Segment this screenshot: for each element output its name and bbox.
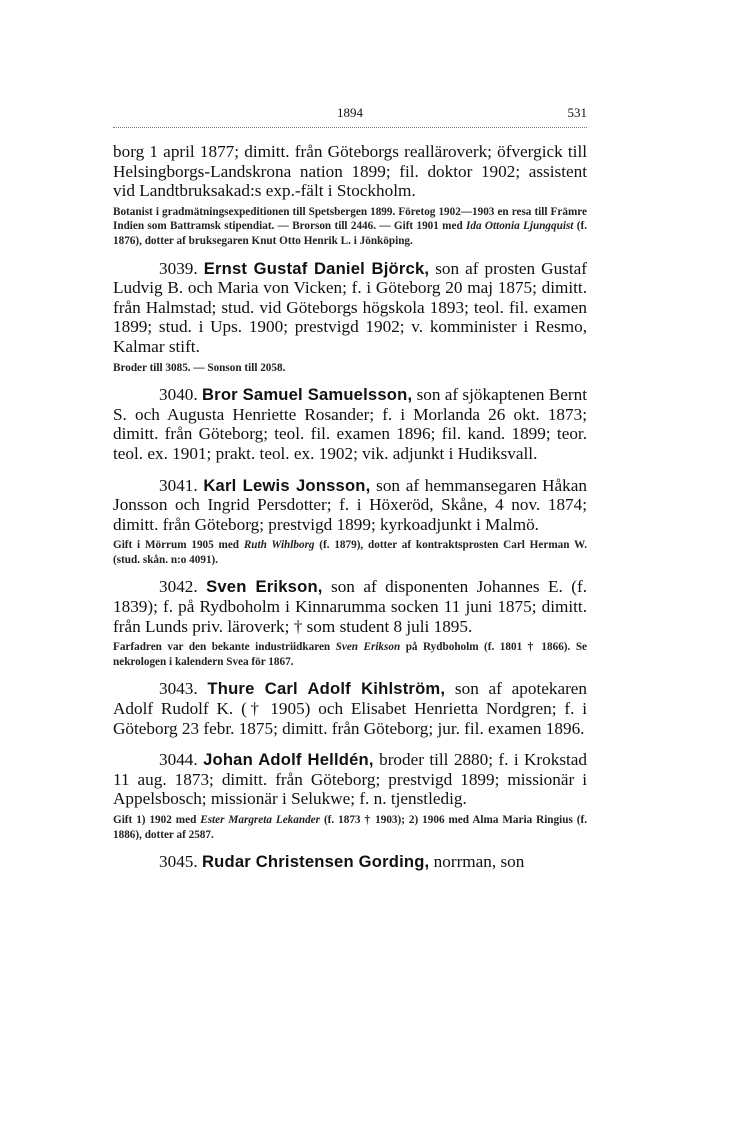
entry-paragraph xyxy=(113,476,587,535)
entry-3044 xyxy=(113,750,587,842)
entry-number: 3042. xyxy=(159,577,198,597)
entry-note-text-b: på Rydboholm (f. 1801 † 1866). Se nekrologen i kalendern Svea för 1867. xyxy=(113,641,588,668)
entry-note-text-b: (f. 1873 † 1903); 2) 1906 med Alma Maria Ringius (f. 1886), dotter af 2587. xyxy=(113,814,587,841)
spacer xyxy=(113,464,587,476)
entry-paragraph xyxy=(113,577,587,636)
entry-text: son af hemmansegaren Håkan Jonsson och Ingrid Persdotter; f. i Höxeröd, Skåne, 4 nov. 1874; dimitt. från Göteborg; prestvigd 1899; kyrkoadjunkt i Malmö. xyxy=(113,475,587,534)
entry-note-text: Farfadren var den bekante industriidkaren xyxy=(113,641,336,654)
entry-name: Ernst Gustaf Daniel Björck, xyxy=(203,258,430,278)
entry-text: son af prosten Gustaf Ludvig B. och Maria von Vicken; f. i Göteborg 20 maj 1875; dimitt. från Halmstad; stud. vid Göteborgs högskola 1893; teol. fil. examen 1899; stud. i Ups. 1900; prestvigd 1902; v. komminister i Resmo, Kalmar stift. xyxy=(113,258,587,356)
entry-note xyxy=(113,361,587,376)
entry-number: 3041. xyxy=(159,475,198,495)
entry-name: Karl Lewis Jonsson, xyxy=(203,475,371,495)
entry-paragraph xyxy=(113,852,587,872)
entry-number: 3045. xyxy=(159,852,198,872)
entry-paragraph xyxy=(113,259,587,357)
entry-number: 3040. xyxy=(159,385,198,405)
entry-note xyxy=(113,538,587,567)
entry-3045 xyxy=(113,852,587,872)
entry-text: son af sjökaptenen Bernt S. och Augusta Henriette Rosander; f. i Morlanda 26 okt. 1873; dimitt. från Göteborg; teol. fil. examen 1896; fil. kand. 1899; teor. teol. ex. 1901; prakt. teol. ex. 1902; vik. adjunkt i Hudiksvall. xyxy=(113,385,588,463)
entry-3042 xyxy=(113,577,587,669)
entry-paragraph xyxy=(113,385,587,463)
entry-text: son af apotekaren Adolf Rudolf K. († 1905) och Elisabet Henrietta Nordgren; f. i Göteborg 23 febr. 1875; dimitt. från Göteborg; jur. fil. examen 1896. xyxy=(113,679,588,738)
entry-paragraph xyxy=(113,679,587,738)
entry-3039 xyxy=(113,259,587,376)
entry-note-spouse: Ruth Wihlborg xyxy=(243,539,315,552)
spacer xyxy=(113,738,587,750)
entry-name: Thure Carl Adolf Kihlström, xyxy=(207,679,446,699)
running-header xyxy=(113,103,587,125)
entry-note-text: Gift 1) 1902 med xyxy=(113,814,201,826)
page xyxy=(113,103,587,872)
entry-name: Bror Samuel Samuelsson, xyxy=(201,385,413,405)
entry-name: Rudar Christensen Gording, xyxy=(201,852,430,872)
entry-text: son af disponenten Johannes E. (f. 1839); f. på Rydboholm i Kinnarumma socken 11 juni 1875; dimitt. från Lunds priv. läroverk; † som student 8 juli 1895. xyxy=(113,577,587,636)
entry-note-text-b: (f. 1879), dotter af kontraktsprosten Carl Herman W. (stud. skån. n:o 4091). xyxy=(113,539,587,566)
entry-note xyxy=(113,813,587,842)
intro-note-text-b: (f. 1876), dotter af bruksegaren Knut Otto Henrik L. i Jönköping. xyxy=(113,220,588,247)
entry-number: 3039. xyxy=(159,258,198,278)
entry-name: Sven Erikson, xyxy=(206,577,323,597)
entry-3043 xyxy=(113,679,587,750)
header-year: 1894 xyxy=(337,105,363,120)
entry-number: 3043. xyxy=(159,679,198,699)
entry-name: Johan Adolf Helldén, xyxy=(203,750,374,770)
entry-text: broder till 2880; f. i Krokstad 11 aug. 1873; dimitt. från Göteborg; prestvigd 1899; missionär i Appelsbosch; missionär i Selukwe; f. n. tjenstledig. xyxy=(113,750,588,809)
entry-note-text: Broder till 3085. — Sonson till 2058. xyxy=(113,361,286,374)
header-rule xyxy=(113,127,587,128)
intro-note-spouse: Ida Ottonia Ljungquist xyxy=(466,220,574,233)
entry-3040 xyxy=(113,385,587,475)
entry-note-spouse: Ester Margreta Lekander xyxy=(200,814,320,826)
intro-note-text: Botanist i gradmätningsexpeditionen till Spetsbergen 1899. Företog 1902—1903 en resa till Främre Indien som Battramsk stipendiat. — Brorson till 2446. — Gift 1901 med xyxy=(113,205,587,233)
entry-note-text: Gift i Mörrum 1905 med xyxy=(113,539,244,552)
intro-note xyxy=(113,205,587,249)
entry-number: 3044. xyxy=(159,750,198,770)
entry-note xyxy=(113,640,587,669)
entry-note-spouse: Sven Erikson xyxy=(335,641,401,654)
entry-paragraph xyxy=(113,750,587,809)
entry-3041 xyxy=(113,476,587,568)
intro-paragraph: borg 1 april 1877; dimitt. från Göteborgs realläroverk; öfvergick till Helsingborgs-Landskrona nation 1899; fil. doktor 1902; assistent vid Landtbruksakad:s exp.-fält i Stockholm. xyxy=(113,142,587,201)
entry-text: norrman, son xyxy=(429,852,525,872)
page-number: 531 xyxy=(567,105,587,120)
